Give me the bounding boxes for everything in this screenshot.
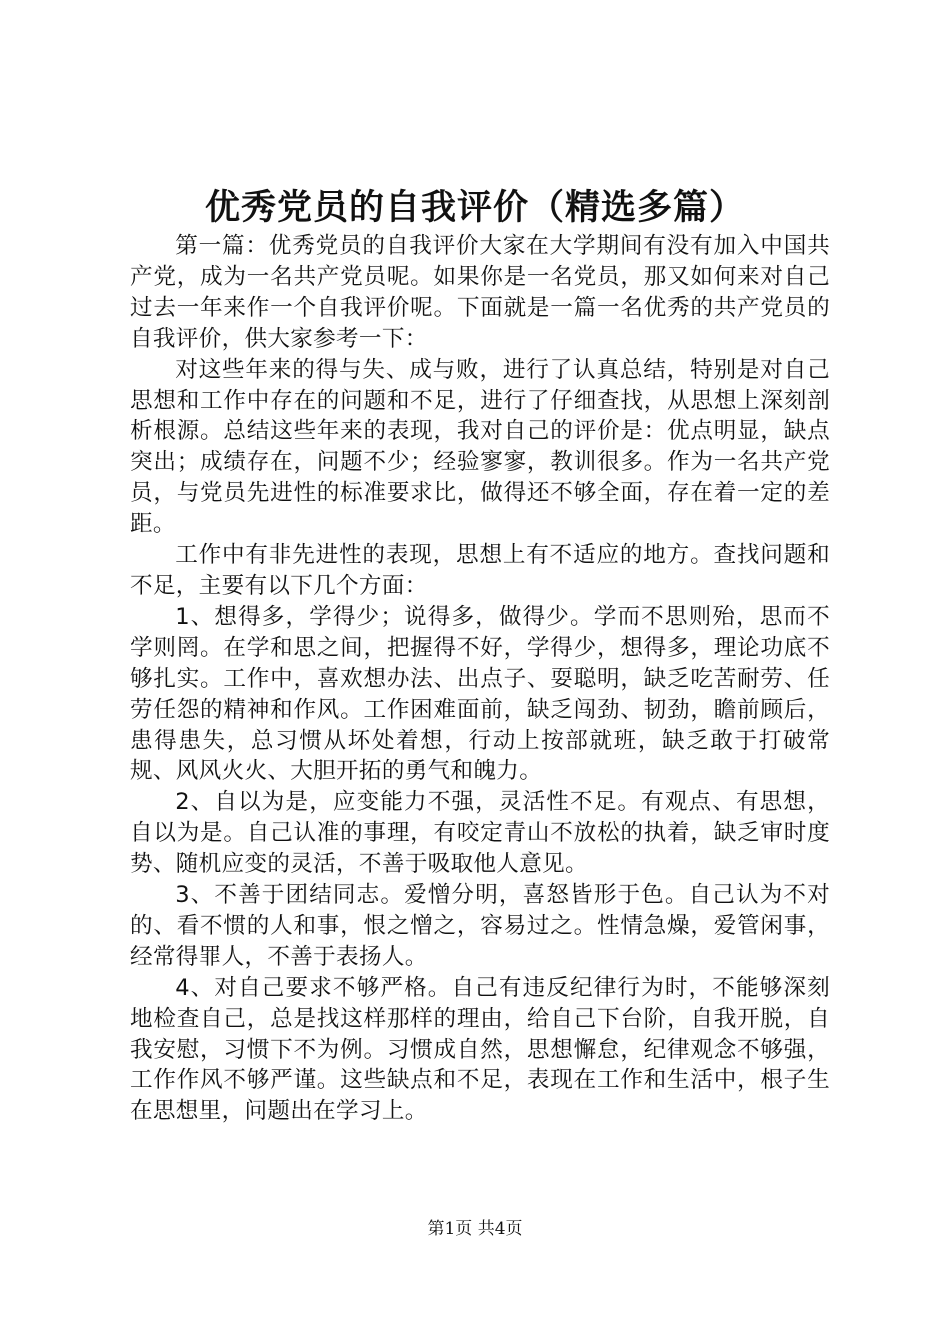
paragraph-text: 有观点、有思想，自以为是。自己认准的事理，有咬定青山不放松的执着，缺乏审时度势、随机应变的灵活，不善于吸取他人意见。 xyxy=(130,789,830,878)
paragraph-4 xyxy=(130,602,830,787)
paragraph-lead: 2、自以为是，应变能力不强，灵活性不足。 xyxy=(175,789,642,816)
paragraph-text: 对这些年来的得与失、成与败，进行了认真总结，特别是对自己思想和工作中存在的问题和不足，进行了仔细查找，从思想上深刻剖析根源。总结这些年来的表现，我对自己的评价是：优点明显，缺点突出；成绩存在，问题不少；经验寥寥，教训很多。作为一名共产党员，与党员先进性的标准要求比，做得还不够全面，存在着一定的差距。 xyxy=(130,356,830,538)
paragraph-text: 第一篇：优秀党员的自我评价大家在大学期间有没有加入中国共产党，成为一名共产党员呢。如果你是一名党员，那又如何来对自己过去一年来作一个自我评价呢。下面就是一篇一名优秀的共产党员的自我评价，供大家参考一下： xyxy=(130,233,830,352)
document-title: 优秀党员的自我评价（精选多篇） xyxy=(204,188,745,228)
paragraph-lead: 1、想得多，学得少；说得多，做得少。 xyxy=(175,603,594,630)
paragraph-5 xyxy=(130,787,830,880)
paragraph-text: 爱憎分明，喜怒皆形于色。自己认为不对的、看不惯的人和事，恨之憎之，容易过之。性情急燥，爱管闲事，经常得罪人，不善于表扬人。 xyxy=(130,882,831,970)
paragraph-2 xyxy=(130,355,830,540)
paragraph-text: 自己有违反纪律行为时，不能够深刻地检查自己，总是找这样那样的理由，给自己下台阶，自我开脱，自我安慰，习惯下不为例。习惯成自然，思想懈怠，纪律观念不够强，工作作风不够严谨。这些缺点和不足，表现在工作和生活中，根子生在思想里，问题出在学习上。 xyxy=(130,974,830,1125)
paragraph-7 xyxy=(130,973,830,1128)
paragraph-3 xyxy=(130,540,830,602)
paragraph-lead: 4、对自己要求不够严格。 xyxy=(175,974,452,1001)
paragraph-lead: 3、不善于团结同志。 xyxy=(175,882,405,909)
paragraph-6 xyxy=(130,880,830,973)
paragraph-text: 学而不思则殆，思而不学则罔。在学和思之间，把握得不好，学得少，想得多，理论功底不够扎实。工作中，喜欢想办法、出点子、耍聪明，缺乏吃苦耐劳、任劳任怨的精神和作风。工作困难面前，缺乏闯劲、韧劲，瞻前顾后，患得患失，总习惯从坏处着想，行动上按部就班，缺乏敢于打破常规、风风火火、大胆开拓的勇气和魄力。 xyxy=(130,603,831,785)
paragraph-text: 工作中有非先进性的表现，思想上有不适应的地方。查找问题和不足，主要有以下几个方面： xyxy=(130,542,830,599)
document-body xyxy=(130,231,830,1127)
paragraph-1 xyxy=(130,231,830,355)
page-number-footer: 第1页 共4页 xyxy=(427,1219,523,1239)
